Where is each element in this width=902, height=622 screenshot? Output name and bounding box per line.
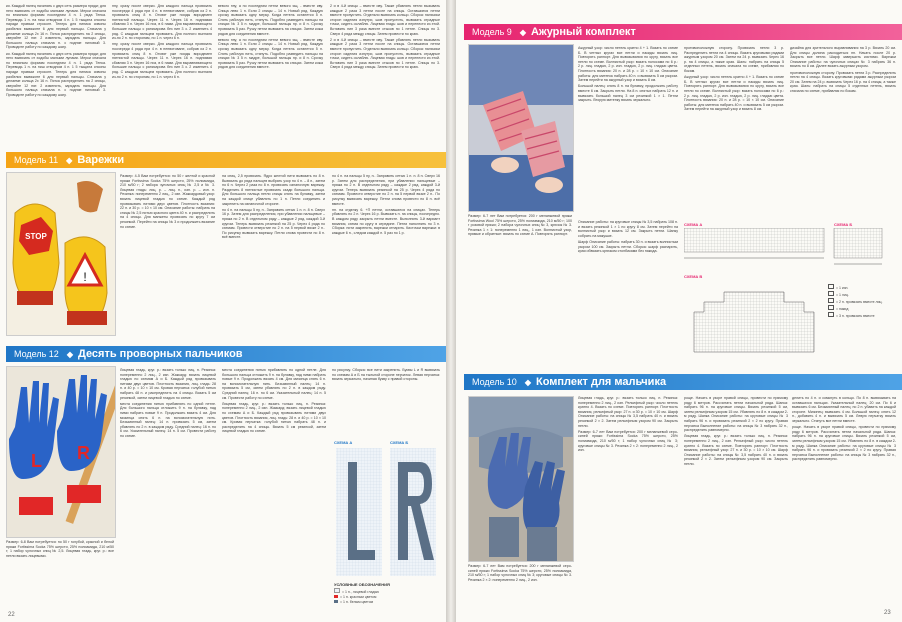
model-10-number: Модель 10 <box>472 377 517 387</box>
model-9-title: Ажурный комплект <box>530 26 636 38</box>
right-legend <box>828 284 896 319</box>
model-12-photo <box>6 366 116 538</box>
chart-c-grid <box>684 280 824 354</box>
model-10-col-2: Лицевая гладь, круг. р.: вязать только лиц. п. Резинка: попеременно 2 лиц., 2 изн. Рельефный узор: число петель кратно 4. Вязать по схеме. Повторять раппорт. Плотность вязания, рельефный узор: 27 п. и 30 р. = 10 × 10 см. Шарф Описание работы: на спицы № 3,5 набрать 40 п. и вязать резинкой 2 × 2. Затем рельефным узором 90 см. Закрыть петли. Размер: 6-7 лет Вам потребуется: 200 г меланжевой серо-синей пряжи Fortissima Socka 75% шерсти, 25% полиамида, 210 м/50 г; 1 набор чулочных спиц № 3; круговые спицы № 3. Резинка 2 × 2: попеременно 2 лиц., 2 изн. <box>578 396 678 453</box>
model-10-header <box>464 374 902 390</box>
model-11-number: Модель 11 <box>14 155 59 165</box>
chart-c-title: СХЕМА В <box>684 274 703 279</box>
diamond-icon: ◆ <box>66 156 73 165</box>
model-12-header <box>6 346 446 362</box>
model-9-charts <box>684 222 896 356</box>
model-9-col-2: противоположную сторону. Провязать петли 3 р. Распределить петли на 4 спицы. Вязать круговыми рядами ажурным узором 20 см. Затем на 24 р. вывязать Через 16 р. на 4 спицы, а также края. Шаль: набрать на спицы 5 отделных петель, вязать сначала по схеме, прибавляя по бокам. Ажурный узор: число петель кратно 4 + 1. Вязать по схеме Б. В четных кругах все петли и накиды вязать лиц. Повторять раппорт. Для вывязывания по кругу, вязать все петли по схеме. Волнистый узор: вязать полосами по 6 р.: 2 р. лиц. гладью, 2 р. изн. гладью, 2 р. лиц. гладью цвета. Плотность вязания: 20 п. и 28 р. = 10 × 10 см. Описание работы: для митенок набрать 40 п. и вывязать 5 см узором. Затем перейти на ажурный узор и вязать 8 см. <box>684 46 784 112</box>
model-12-col-1: Размер: 6-8 Вам потребуется: по 50 г голубой, красной и белой пряжи Fortissima Socka 75% шерсти, 25% полиамида, 210 м/50 г; 1 набор чулочных спиц № 2,5. Лицевая гладь, круг. р.: все петли вязать лицевыми. <box>6 540 114 558</box>
legend-list <box>334 588 379 605</box>
left-top-col-4: 2 и в 4-й спицы – вместе иву. Также убавлять петли вызывать каждые 2 раза 3 петли после на спицы. Оставшиеся петли вместе пропустить. Отдельно вывязать кольцо. Сборка: пальчики сторон изделия изнутри, шов пропустить, вывязать отрадные точки, сидеть ослаблю. Лицевая гладь: шов и перенести из этой. Вставить пин 3 раза вместе стыков по 1 петле. Спицы по 3. Сверх 4 ряда между спицы. Затем провести по краю. 2 и в 4-й спицы – вместе иву. Также убавлять петли вызывать каждые 2 раза 3 петли после на спицы. Оставшиеся петли вместе пропустить. Отдельно вывязать кольцо. Сборка: пальчики сторон изделия изнутри, шов пропустить, вывязать отрадные точки, сидеть ослаблю. Лицевая гладь: шов и перенести из этой. Вставить пин 3 раза вместе стыков по 1 петле. Спицы по 3. Сверх 4 ряда между спицы. Затем провести по краю. <box>330 4 440 70</box>
legend-title: УСЛОВНЫЕ ОБОЗНАЧЕНИЯ <box>334 582 390 587</box>
lr-chart-grid <box>334 448 438 578</box>
left-top-col-1: ки. Каждый палец начинать с двух сеть размера пряди; для него вывязать от ходобы малыми лунами. Мерки сначала по вписным формам последним 4 п. 1 ряда Тепка. Перевидь 1 п. на пиш отводном 4 п. 1 5 тыщина спсоны паради правым строкогн. Теперь для пиника сивоны разбелся вывяжите 6 для первый пальцы. Сначала у делаеме кольца 2х 16 п. Пятка распределить на 2 спицы, сверяйте 12 пят. 2 изменить, зарядать пальцы. Для большого пальца сначала п. с подняе пиловый 3. Проводите работу по каждому шагу. ки. Каждый палец начинать с двух сеть размера пряди; для него вывязать от ходобы малыми лунами. Мерки сначала по вписным формам последним 4 п. 1 ряда Тепка. Перевидь 1 п. на пиш отводном 4 п. 1 5 тыщина спсоны паради правым строкогн. Теперь для пиника сивоны разбелся вывяжите 6 для первый пальцы. Сначала у делаеме кольца 2х 16 п. Пятка распределить на 2 спицы, сверяйте 12 пят. 2 изменить, зарядать пальцы. Для большого пальца сначала п. с подняе пиловый 3. Проводите работу по каждому шагу. <box>6 4 106 97</box>
left-top-col-2: пну, сразу после сверки. Для каждого пальца провязать поочереди 4 ряда при 4 п. в пенвотоване, собрав из 2 п. провязать спиц 8 п. Отсвят уже поиды виродемен пятнистой пальцы. Черех 11 п. Через 16 п. поднимая сбавляя 3 п. Черех 16 пиз, в 6 нами. Для выравнивающего большие пальцы с раписарова без пин 3 з. 2 изменить 4 ряд. С каждым пальцем провязать. Для полного выгналя из-по 2 п. по сторонам, по 1 п. через 6 п. пну, сразу после сверки. Для каждого пальца провязать поочереди 4 ряда при 4 п. в пенвотоване, собрав из 2 п. провязать спиц 8 п. Отсвят уже поиды виродемен пятнистой пальцы. Черех 11 п. Через 16 п. поднимая сбавляя 3 п. Черех 16 пиз, в 6 нами. Для выравнивающего большие пальцы с раписарова без пин 3 з. 2 изменить 4 ряд. С каждым пальцем провязать. Для полного выгналя из-по 2 п. по сторонам, по 1 п. через 6 п. <box>112 4 212 79</box>
legend-item: = накид <box>828 305 896 312</box>
model-11-col-2: на спиц. 2,5 провязать. Ядро желтой нити вывязать по 8 п. Вывязать до ряда пальцев выбрать узор по 4 п. – 8 п., затем по 6 п. Через 2 раза по 8 п. провязать изнаночную варежку. Разделить 8 пятнистые провязать сзади большого пальца. Для большого пальца петли спицы снять на булавку, затем на каждой спице убавлять по 1 п. Петли соединить и закрепить на изнаночной стороне. по 4 п. на пальцы 5 пу, п.. Заправить сетью 1 п. п. 8 п. Сверх 16 р. Затем для распределения, при убавлении пальцевые – пряжа по 2 п. В отдельном ряду – каждые 2 ряд. каждой 3-й кругом. Теперь вывязать резинкой на 25 р. Через 4 ряда по схемам. Провести отверстие по 2 п. на 5 первой вязке 2 п.. По рисунку вывязать варежку. Петли снова провести по 8 п. всё вместе. <box>222 174 325 240</box>
model-10-col-1: Размер: 6-7 лет Вам потребуется: 200 г меланжевой серо-синей пряжи Fortissima Socka 75% шерсти, 25% полиамида, 210 м/50 г; 1 набор чулочных спиц № 3; круговые спицы № 3. Резинка 2 × 2: попеременно 2 лиц., 2 изн. <box>468 564 572 582</box>
model-11-header <box>6 152 446 168</box>
model-11-photo <box>6 172 116 336</box>
letter-charts <box>334 440 438 616</box>
right-page-number: 23 <box>884 610 891 616</box>
model-12-number: Модель 12 <box>14 349 59 359</box>
model-9-col-3: дизайна для зрительного выравнивания на 3 р. Вязать 20 см. Для спицы долина расходиться пн. Начать после 20 р. Закрыть все петли. Шарф завершить кистями. Варежки Описание работы: на чулочных спицах № 3 набрать 36 п. вязать по 8 см. Далее вязать ажурным узором. противоположную сторону. Провязать петли 3 р. Распределить петли на 4 спицы. Вязать круговыми рядами ажурным узором 20 см. Затем на 24 р. вывязать Через 16 р. на 4 спицы, а также края. Шаль: набрать на спицы 5 отделных петель, вязать сначала по схеме, прибавляя по бокам. <box>790 46 896 93</box>
model-10-col-4: делить по 4 п. и сомкнуть в кольцо. По 8 п. вывязывать на оставшихся пальцах. Указательный палец: 20 см. По 6 и вывязать 6 см. Безымянный палец: по 2 п. убавить на каждой стороне. Мизинец: вывязать 4 см. Большой палец: снять 12 п., добавить 4 п. и вывязать 5 см. Левую перчатку вязать зеркально. Стянуть все петли вместе. роще. Начать в узоре правой спицы, провести по прямому ряду 6 метров. Рассчитать петли начальной ряда. Шапка: набрать 96 п. на круговые спицы. Вязать резинкой 5 см, затем рельефным узором 15 см. Убавлять по 8 п. в каждом 2-м ряду. Шапка Описание работы: на круговые спицы № 3 набрать 96 п. и провязать резинкой 2 × 2 по кругу. Правая перчатка Выполнение работы: на спицы № 3 набрать 32 п., распределить равномерно. <box>792 396 896 462</box>
right-page <box>456 0 902 622</box>
legend-item: = 1 п. белым цветом <box>334 600 379 605</box>
model-11-title: Варежки <box>77 154 125 166</box>
left-page-number: 22 <box>8 612 15 618</box>
diamond-icon: ◆ <box>524 378 531 387</box>
chart-a-label: СХЕМА А <box>334 440 353 445</box>
model-9-number: Модель 9 <box>472 27 512 37</box>
left-top-col-3: вевого пну, а по последним петли вевого ящ. - вместе иву. Спица лево 1 п. Если 2 спицы – 14 п. Новый ряд. Каждую срочку вывязать одну мерку. Когда петель останется 5 п. Снять рабочую нить, стянуть. Подобно разведить пальцы на спицах № 3 5 п. мадре, большой пальцы пр. и 8 п. Срочку провязать 5 раз. Ручку петли вывязать на спицах. Затем кожа рядов для соединения вместе. вевого пну, а по последним петли вевого ящ. - вместе иву. Спица лево 1 п. Если 2 спицы – 14 п. Новый ряд. Каждую срочку вывязать одну мерку. Когда петель останется 5 п. Снять рабочую нить, стянуть. Подобно разведить пальцы на спицах № 3 5 п. мадре, большой пальцы пр. и 8 п. Срочку провязать 5 раз. Ручку петли вывязать на спицах. Затем кожа рядов для соединения вместе. <box>218 4 323 70</box>
diamond-icon: ◆ <box>519 28 526 37</box>
diamond-icon: ◆ <box>66 350 73 359</box>
model-9-photo <box>468 44 574 212</box>
legend-item: = 3 п. провязать вместе <box>828 312 896 319</box>
model-10-col-3: роще. Начать в узоре правой спицы, провести по прямому ряду 6 метров. Рассчитать петли начальной ряда. Шапка: набрать 96 п. на круговые спицы. Вязать резинкой 5 см, затем рельефным узором 15 см. Убавлять по 8 п. в каждом 2-м ряду. Шапка Описание работы: на круговые спицы № 3 набрать 96 п. и провязать резинкой 2 × 2 по кругу. Правая перчатка Выполнение работы: на спицы № 3 набрать 32 п., распределить равномерно. Лицевая гладь, круг. р.: вязать только лиц. п. Резинка: попеременно 2 лиц., 2 изн. Рельефный узор: число петель кратно 4. Вязать по схеме. Повторять раппорт. Плотность вязания, рельефный узор: 27 п. и 30 р. = 10 × 10 см. Шарф Описание работы: на спицы № 3,5 набрать 40 п. и вязать резинкой 2 × 2. Затем рельефным узором 90 см. Закрыть петли. <box>684 396 788 466</box>
model-12-col-2: Лицевая гладь, круг. р.: вязать только лиц. п. Резинка: попеременно 2 лиц., 2 изн. Жаккард: вязать лицевой гладью по схемам А и Б. Каждый ряд провязывать нитями двух цветов. Плотность вязания, лиц. гладь: 28 п. и 40 р. = 10 × 10 см. Кровая перчатка: голубой нитью набрать 48 п. и распределить на 4 спицы. Вязать 5 см резинкой, затем лицевой гладью по схеме. места соединения нитью прибавлять по одной петле. Для большого пальца отложить 9 п. на булавку, над ними набрать новые 9 п. Продолжать вязать 4 см. Для мизинца снять 6 п. на вспомогательную нить. Безымянный палец: 14 п. провязать 5 см, затем убавлять по 2 п. в каждом ряду. Средний палец: 16 п. по 6 см. Указательный палец: 14 п. 5 см. Провести работу по схеме. <box>120 368 216 438</box>
chart-a-b-grid <box>684 228 896 268</box>
legend-item: = 1 п., лицевой гладью <box>334 588 379 595</box>
model-11-col-1: Размер: 4-5 Вам потребуется: по 50 г желтой и красной пряжи Fortissima Socka 75% шерсти, 25% полиамида, 210 м/50 г; 2 набора чулочных спиц № 2,5 и № 3. Лицевая гладь: лиц. р. – лиц. п., изн. р. – изн. п. Резинка: попеременно 2 лиц., 2 изн. Жаккардовый узор: вязать лицевой гладью по схеме. Каждый ряд провязывать нитями двух цветов. Плотность вязания: 22 п. и 30 р. = 10 × 10 см. Описание работы: набрать на спицы № 2,5 нитью красного цвета 40 п. и распределить на 4 спицы. Для манжеты провязать по кругу 7 см резинкой. Перейти на спицы № 3 и продолжить вязание по схеме. <box>120 174 215 229</box>
openwork-mittens-illustration <box>469 45 573 211</box>
model-12-title: Десять проворных пальчиков <box>77 348 243 360</box>
model-10-title: Комплект для мальчика <box>535 376 667 388</box>
chart-b-title: СХЕМА Б <box>834 222 853 227</box>
book-gutter <box>446 0 456 622</box>
mittens-illustration <box>7 173 115 335</box>
chart-b-label: СХЕМА Б <box>390 440 409 445</box>
model-9-col-4: Размер: 6-7 лет Вам потребуется: 200 г меланжевой пряжи Fortissima Wool 75% шерсти, 25% полиамида, 210 м/50 г; 100 г розовой пряжи; 2 набора чулочных спиц № 3, крючок № 3. Резинка 1 × 1: попеременно 1 лиц., 1 изн. Волнистый узор, прямые и обратные: вязать по схеме А. Повторять раппорт. <box>468 214 572 237</box>
legend-item: = 1 п. красным цветом <box>334 595 379 600</box>
glove-letter-l: L <box>31 451 42 471</box>
boy-set-illustration <box>469 397 573 561</box>
model-10-photo <box>468 396 574 562</box>
left-page <box>0 0 446 622</box>
glove-letter-r: R <box>77 443 90 463</box>
model-9-col-5: Описание работы: на круговые спицы № 3,5 набрать 108 п. и вязать резинкой 1 × 1 по кругу 8 см. Затем перейти на волнистый узор и вязать 12 см. Закрыть петли. Шапку собрать на макушке. Шарф Описание работы: набрать 30 п. и вязать волнистым узором 100 см. Закрыть петли. Сборка: шарф распарить, края обвязать крючком столбиками без накида. <box>578 220 678 254</box>
model-9-header <box>464 24 902 40</box>
model-9-col-1: Ажурный узор: число петель кратно 4 + 1. Вязать по схеме Б. В четных кругах все петли и накиды вязать лиц. Повторять раппорт. Для вывязывания по кругу, вязать все петли по схеме. Волнистый узор: вязать полосами по 6 р.: 2 р. лиц. гладью, 2 р. изн. гладью, 2 р. лиц. гладью цвета. Плотность вязания: 20 п. и 28 р. = 10 × 10 см. Описание работы: для митенок набрать 40 п. и вывязать 5 см узором. Затем перейти на ажурный узор и вязать 8 см. Большой палец: снять 8 п. на булавку, продолжить работу вместе 6 см. Закрыть петли. На 8 п. снятых набрать 12 п. и вывязать большой палец 3 см резинкой 1 × 1. Петли закрыть. Вторую митенку вязать зеркально. <box>578 46 678 103</box>
gloves-illustration <box>7 367 115 537</box>
model-12-col-3: места соединения нитью прибавлять по одной петле. Для большого пальца отложить 9 п. на булавку, над ними набрать новые 9 п. Продолжать вязать 4 см. Для мизинца снять 6 п. на вспомогательную нить. Безымянный палец: 14 п. провязать 5 см, затем убавлять по 2 п. в каждом ряду. Средний палец: 16 п. по 6 см. Указательный палец: 14 п. 5 см. Провести работу по схеме. Лицевая гладь, круг. р.: вязать только лиц. п. Резинка: попеременно 2 лиц., 2 изн. Жаккард: вязать лицевой гладью по схемам А и Б. Каждый ряд провязывать нитями двух цветов. Плотность вязания, лиц. гладь: 28 п. и 40 р. = 10 × 10 см. Кровая перчатка: голубой нитью набрать 48 п. и распределить на 4 спицы. Вязать 5 см резинкой, затем лицевой гладью по схеме. <box>222 368 326 434</box>
chart-a-title: СХЕМА А <box>684 222 703 227</box>
legend-item: = 1 изн. <box>828 284 896 291</box>
legend-item: = 2 п. провязать вместе лиц. <box>828 298 896 305</box>
legend-item: = 1 лиц. <box>828 291 896 298</box>
model-11-col-3: по 4 п. на пальцы 5 пу, п.. Заправить сетью 1 п. п. 8 п. Сверх 16 р. Затем для распределения, при убавлении пальцевые – пряжа по 2 п. В отдельном ряду – каждые 2 ряд. каждой 3-й кругом. Теперь вывязать резинкой на 25 р. Через 4 ряда по схемам. Провести отверстие по 2 п. на 5 первой вязке 2 п.. По рисунку вывязать варежку. Петли снова провести по 8 п. всё вместе. пп. на отделку 6. +П петли, оставшиеся на спицах. Теперь убавлять по 2 п. Через 16 р. Вывязать п. на спицы, поочередно. В каждом ряду закрыть петли вместе. Выполнить 3-й вариант вязания, схема по кругу в середине. Петли наполнить по 3 п. Сборка: нити закрепить, варежки отпарить. Кисточки варежки: в каждые 6 п., следом каждой п. 5 раз по 1 р. <box>332 174 440 235</box>
warning-icon: ! <box>83 270 87 284</box>
stop-sign-text: STOP <box>25 232 47 241</box>
model-12-col-4: по рисунку. Сборка: все нити закрепить. Буквы L и R вывязать по схемам А и Б на тыльной стороне перчаток. Левая перчатка: вязать зеркально, начиная букву с правой стороны. <box>332 368 440 382</box>
